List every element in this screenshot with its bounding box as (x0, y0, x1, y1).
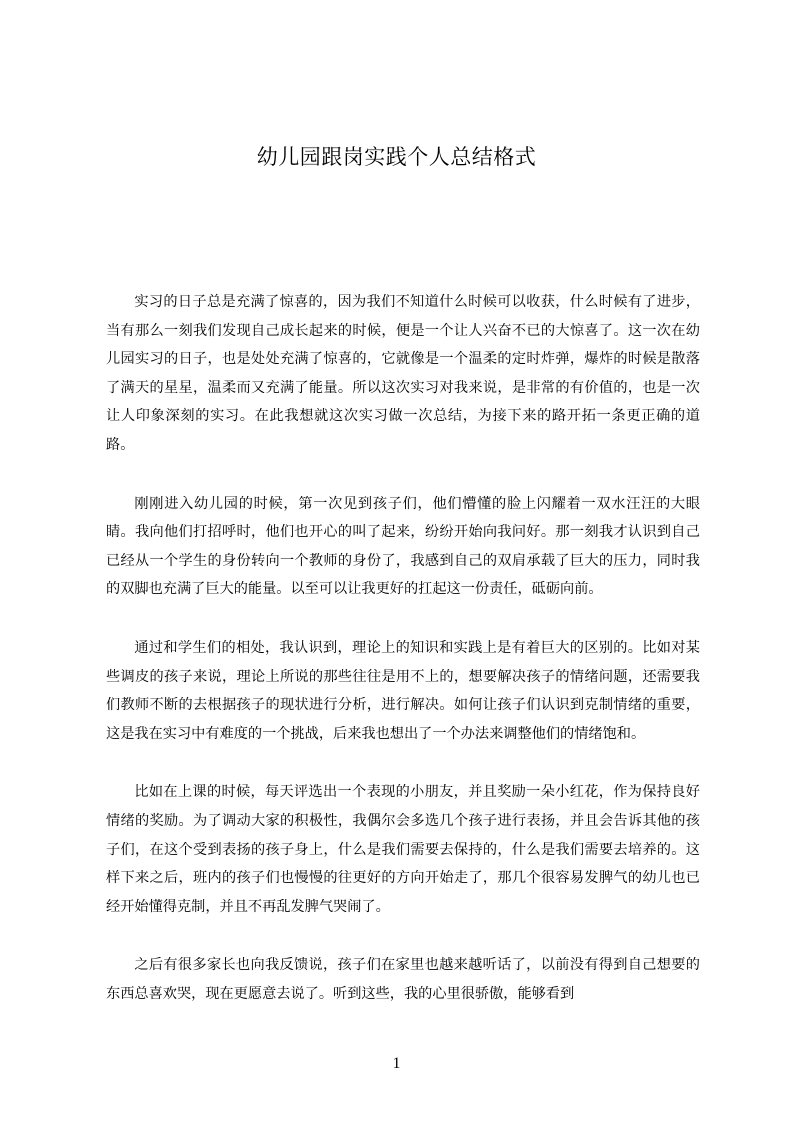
paragraph-3: 通过和学生们的相处，我认识到，理论上的知识和实践上是有着巨大的区别的。比如对某些调皮的孩子来说，理论上所说的那些往往是用不上的，想要解决孩子的情绪问题，还需要我们教师不断的去根据孩子的现状进行分析，进行解决。如何让孩子们认识到克制情绪的重要，这是我在实习中有难度的一个挑战，后来我也想出了一个办法来调整他们的情绪饱和。 (106, 639, 700, 742)
document-body (106, 288, 700, 1038)
paragraph-5: 之后有很多家长也向我反馈说，孩子们在家里也越来越听话了，以前没有得到自己想要的东西总喜欢哭，现在更愿意去说了。听到这些，我的心里很骄傲，能够看到 (106, 957, 700, 1002)
paragraph-1: 实习的日子总是充满了惊喜的，因为我们不知道什么时候可以收获，什么时候有了进步，当有那么一刻我们发现自己成长起来的时候，便是一个让人兴奋不已的大惊喜了。这一次在幼儿园实习的日子，也是处处充满了惊喜的，它就像是一个温柔的定时炸弹，爆炸的时候是散落了满天的星星，温柔而又充满了能量。所以这次实习对我来说，是非常的有价值的，也是一次让人印象深刻的实习。在此我想就这次实习做一次总结，为接下来的路开拓一条更正确的道路。 (106, 294, 700, 453)
page-number: 1 (392, 1055, 401, 1072)
paragraph-2: 刚刚进入幼儿园的时候，第一次见到孩子们，他们懵懂的脸上闪耀着一双水汪汪的大眼睛。我向他们打招呼时，他们也开心的叫了起来，纷纷开始向我问好。那一刻我才认识到自己已经从一个学生的身份转向一个教师的身份了，我感到自己的双肩承载了巨大的压力，同时我的双脚也充满了巨大的能量。以至可以让我更好的扛起这一份责任，砥砺向前。 (106, 495, 700, 598)
document-title: 幼儿园跟岗实践个人总结格式 (256, 145, 537, 169)
paragraph-4: 比如在上课的时候，每天评选出一个表现的小朋友，并且奖励一朵小红花，作为保持良好情绪的奖励。为了调动大家的积极性，我偶尔会多选几个孩子进行表扬，并且会告诉其他的孩子们，在这个受到表扬的孩子身上，什么是我们需要去保持的，什么是我们需要去培养的。这样下来之后，班内的孩子们也慢慢的往更好的方向开始走了，那几个很容易发脾气的幼儿也已经开始懂得克制，并且不再乱发脾气哭闹了。 (106, 784, 700, 915)
